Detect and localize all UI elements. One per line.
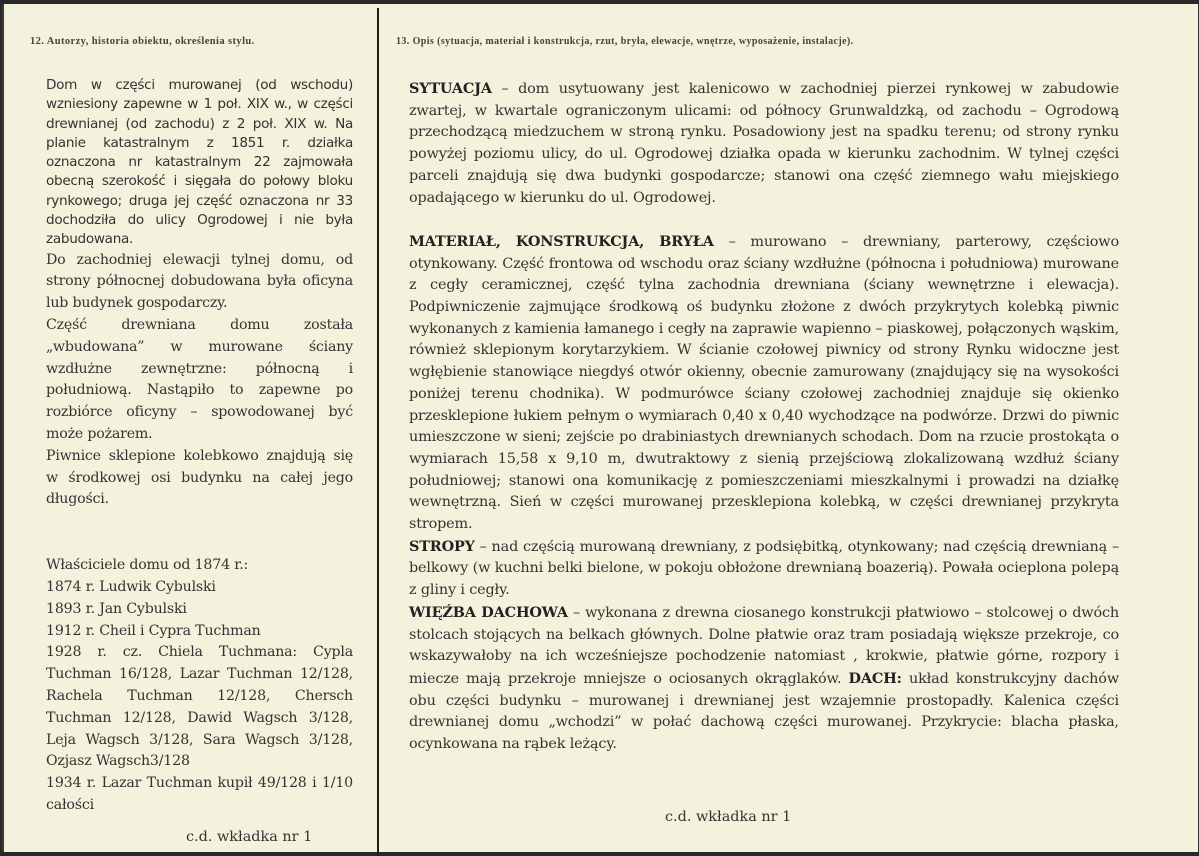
- section-13-header: 13. Opis (sytuacja, materiał i konstrukcja, rzut, bryła, elewacje, wnętrze, wyposażenie, instalacje).: [396, 36, 854, 47]
- wooden-part-paragraph: Część drewniana domu została „wbudowana” w murowane ściany wzdłużne zewnętrzne: północną i południową. Nastąpiło to zapewne po rozbiórce oficyny – spowodowanej być może pożarem.: [46, 317, 353, 443]
- situation-section: [409, 78, 1119, 209]
- roof-title: DACH:: [848, 669, 902, 687]
- owner-entry: 1893 r. Jan Cybulski: [46, 600, 187, 617]
- right-column: [409, 78, 1119, 756]
- owner-entry: 1912 r. Cheil i Cypra Tuchman: [46, 622, 261, 639]
- section-12-header: 12. Autorzy, historia obiektu, określenia stylu.: [30, 36, 255, 47]
- material-title: MATERIAŁ, KONSTRUKCJA, BRYŁA: [409, 232, 714, 250]
- owner-entry: 1934 r. Lazar Tuchman kupił 49/128 i 1/10 całości: [46, 775, 353, 813]
- owner-entry: 1874 r. Ludwik Cybulski: [46, 579, 216, 596]
- ceilings-title: STROPY: [409, 537, 475, 555]
- ceilings-section: [409, 536, 1119, 602]
- roof-text: układ konstrukcyjny dachów obu części budynku – murowanej i drewnianej jest wzajemnie prostopadły. Kalenica części drewnianej domu „wchodzi” w połać dachową części murowanej. Przykrycie: blacha płaska, ocynkowana na rąbek leżący.: [409, 670, 1119, 753]
- left-continuation-note: c.d. wkładka nr 1: [186, 829, 313, 845]
- material-text: – murowano – drewniany, parterowy, częściowo otynkowany. Część frontowa od wschodu oraz ściany wzdłużne (północna i południowa) murowane z cegły ceramicznej, część tylna zachodnia drewniana (ściany wewnętrzne i elewacja). Podpiwniczenie zajmujące środkową oś budynku złożone z dwóch przykrytych kolebką piwnic wykonanych z kamienia łamanego i cegły na zaprawie wapienno – piaskowej, połączonych wąskim, również sklepionym korytarzykiem. W ścianie czołowej piwnicy od strony Rynku widoczne jest wgłębienie stanowiące niegdyś otwór okienny, obecnie zamurowany (znajdujący się na wysokości poniżej terenu chodnika). W podmurówce ściany czołowej zachodniej znajduje się okienko przesklepione łukiem pełnym o wymiarach 0,40 x 0,40 wychodzące na podwórze. Drzwi do piwnic umieszczone w sieni; zejście po drabiniastych drewnianych schodach. Dom na rzucie prostokąta o wymiarach 15,58 x 9,10 m, dwutraktowy z sienią przejściową zlokalizowaną wzdłuż ściany południowej; stanowi ona komunikację z pomieszczeniami mieszkalnymi i prowadzi na działkę wewnętrzną. Sień w części murowanej przesklepiona kolebką, w części drewnianej przykryta stropem.: [409, 233, 1119, 533]
- right-continuation-note: c.d. wkładka nr 1: [665, 809, 792, 825]
- history-paragraph: Dom w części murowanej (od wschodu) wzniesiony zapewne w 1 poł. XIX w., w części drewnianej (od zachodu) z 2 poł. XIX w. Na planie katastralnym z 1851 r. działka oznaczona nr katastralnym 22 zajmowała obecną szerokość i sięgała do połowy bloku rynkowego; druga jej część oznaczona nr 33 dochodziła do ulicy Ogrodowej i nie była zabudowana.: [46, 77, 353, 248]
- column-divider: [377, 8, 379, 856]
- owners-title: Właściciele domu od 1874 r.:: [46, 557, 249, 574]
- roof-truss-section: [409, 602, 1119, 756]
- material-section: [409, 231, 1119, 536]
- situation-title: SYTUACJA: [409, 80, 492, 97]
- situation-text: – dom usytuowany jest kalenicowo w zachodniej pierzei rynkowej w zabudowie zwartej, w kwartale ograniczonym ulicami: od północy Grunwaldzką, od zachodu – Ogrodową przechodzącą miedzuchem w stroną rynku. Posadowiony jest na spadku terenu; od strony rynku powyżej poziomu ulicy, do ul. Ogrodowej działka opada w kierunku zachodnim. W tylnej części parceli znajdują się dwa budynki gospodarcze; stanowi ona część ziemnego wału miejskiego opadającego w kierunku do ul. Ogrodowej.: [409, 81, 1119, 206]
- ceilings-text: – nad częścią murowaną drewniany, z podsiębitką, otynkowany; nad częścią drewnianą – belkowy (w kuchni belki bielone, w pokoju obłożone drewnianą boazerią). Powała ocieplona polepą z gliny i cegły.: [409, 538, 1119, 599]
- owners-list: [46, 555, 353, 817]
- left-column: [46, 76, 353, 817]
- owner-entry: 1928 r. cz. Chiela Tuchmana: Cypla Tuchman 16/128, Lazar Tuchman 12/128, Rachela Tuchman 12/128, Chersch Tuchman 12/128, Dawid Wagsch 3/128, Leja Wagsch 3/128, Sara Wagsch 3/128, Ozjasz Wagsch3/128: [46, 644, 353, 770]
- annex-paragraph: Do zachodniej elewacji tylnej domu, od strony północnej dobudowana była oficyna lub budynek gospodarczy.: [46, 251, 353, 312]
- roof-truss-text: – wykonana z drewna ciosanego konstrukcji płatwiowo – stolcowej o dwóch stolcach stojących na belkach głównych. Dolne płatwie oraz tram posiadają większe przekroje, co wskazywałoby na ich wcześniejsze pochodzenie natomiast , krokwie, płatwie górne, rozpory i miecze mają przekroje mniejsze o ociosanych okrąglaków.: [409, 604, 1119, 687]
- cellars-paragraph: Piwnice sklepione kolebkowo znajdują się w środkowej osi budynku na całej jego długości.: [46, 447, 353, 508]
- roof-truss-title: WIĘŹBA DACHOWA: [409, 603, 568, 621]
